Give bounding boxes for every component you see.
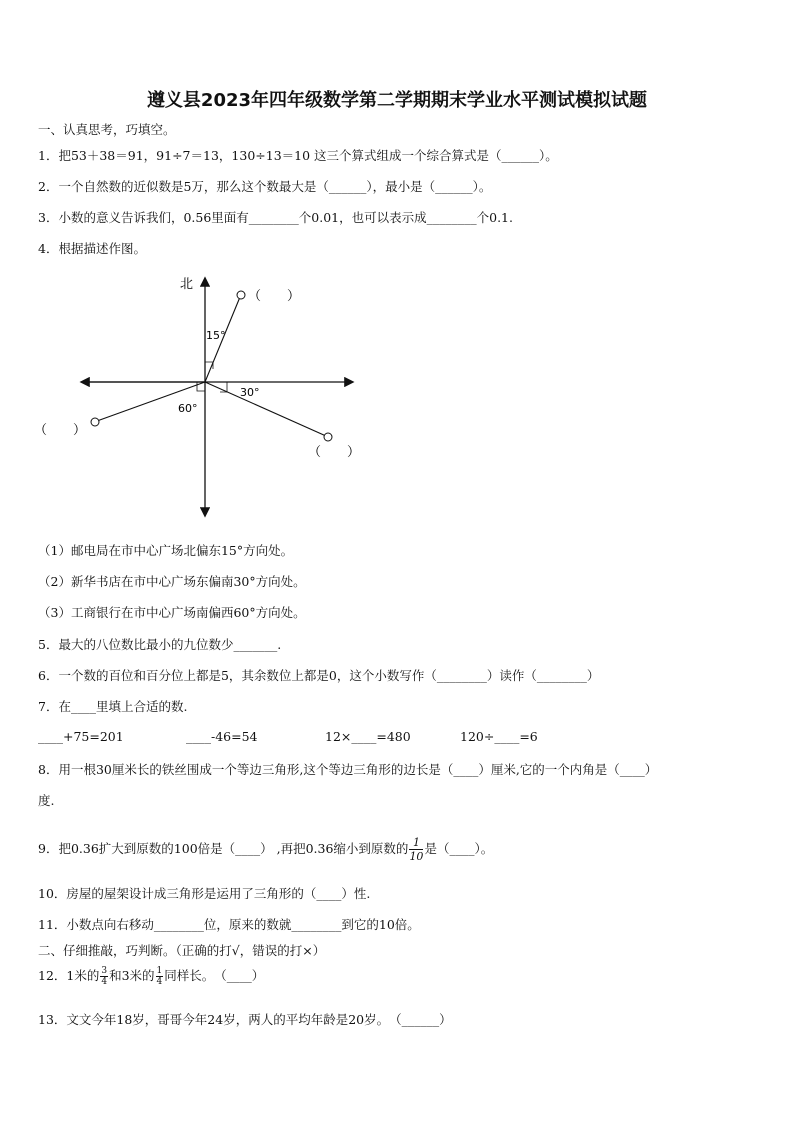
question-11: 11．小数点向右移动________位，原来的数就________到它的10倍。 <box>38 917 420 932</box>
question-7-equation: 12×____=480 <box>325 729 411 744</box>
ray-south-east <box>205 382 326 436</box>
question-3: 3．小数的意义告诉我们，0.56里面有________个0.01，也可以表示成________个0.1. <box>38 210 513 225</box>
question-5: 5．最大的八位数比最小的九位数少_______. <box>38 637 282 652</box>
question-2: 2．一个自然数的近似数是5万，那么这个数最大是（______），最小是（______）。 <box>38 179 492 194</box>
blank-north-east: （ ） <box>248 289 301 304</box>
question-7-equation: 120÷____=6 <box>460 729 538 744</box>
page-title: 遵义县2023年四年级数学第二学期期末学业水平测试模拟试题 <box>146 90 648 111</box>
blank-south-west: （ ） <box>34 423 87 438</box>
question-12 <box>38 966 264 987</box>
question-4-part-2: （2）新华书店在市中心广场东偏南30°方向处。 <box>38 574 306 589</box>
question-10: 10．房屋的屋架设计成三角形是运用了三角形的（____）性. <box>38 886 371 901</box>
angle-60-label: 60° <box>178 402 198 415</box>
section-heading-fill: 一、认真思考，巧填空。 <box>38 122 176 137</box>
question-12-text-end: 同样长。 （____） <box>164 968 265 983</box>
question-12-text-mid: 和3米的 <box>109 968 155 983</box>
question-7: 7．在____里填上合适的数. <box>38 699 188 714</box>
section-heading-judge: 二、仔细推敲，巧判断。（正确的打√，错误的打×） <box>38 943 326 958</box>
fraction-three-quarters: $\frac{3}{4}$ <box>101 966 108 987</box>
fraction-one-tenth: $\frac{1}{10}$ <box>409 836 424 863</box>
question-4-part-3: （3）工商银行在市中心广场南偏西60°方向处。 <box>38 605 306 620</box>
question-12-text: 12．1米的 <box>38 968 100 983</box>
north-label: 北 <box>180 277 194 292</box>
question-8-continued: 度. <box>38 793 55 808</box>
question-9-text-end: 是（____）。 <box>424 841 494 856</box>
blank-south-east: （ ） <box>308 445 361 460</box>
angle-30-label: 30° <box>240 386 260 399</box>
question-1: 1．把53＋38＝91，91÷7＝13，130÷13＝10 这三个算式组成一个综合算式是（______）。 <box>38 148 558 163</box>
question-9-text: 9．把0.36扩大到原数的100倍是（____） ,再把0.36缩小到原数的 <box>38 841 409 856</box>
question-4: 4．根据描述作图。 <box>38 241 146 256</box>
question-7-equation: ____+75=201 <box>38 729 124 744</box>
question-8: 8．用一根30厘米长的铁丝围成一个等边三角形,这个等边三角形的边长是（____）厘米,它的一个内角是（____） <box>38 762 658 777</box>
question-9 <box>38 836 493 863</box>
direction-diagram <box>30 265 370 525</box>
point-south-east <box>324 433 332 441</box>
question-7-equation: ____-46=54 <box>186 729 258 744</box>
point-north-east <box>237 291 245 299</box>
angle-15-label: 15° <box>206 329 226 342</box>
point-south-west <box>91 418 99 426</box>
question-6: 6．一个数的百位和百分位上都是5，其余数位上都是0，这个小数写作（________）读作（________） <box>38 668 600 683</box>
fraction-one-quarter: $\frac{1}{4}$ <box>156 966 163 987</box>
question-13: 13．文文今年18岁，哥哥今年24岁，两人的平均年龄是20岁。 （______） <box>38 1012 452 1027</box>
question-4-part-1: （1）邮电局在市中心广场北偏东15°方向处。 <box>38 543 294 558</box>
